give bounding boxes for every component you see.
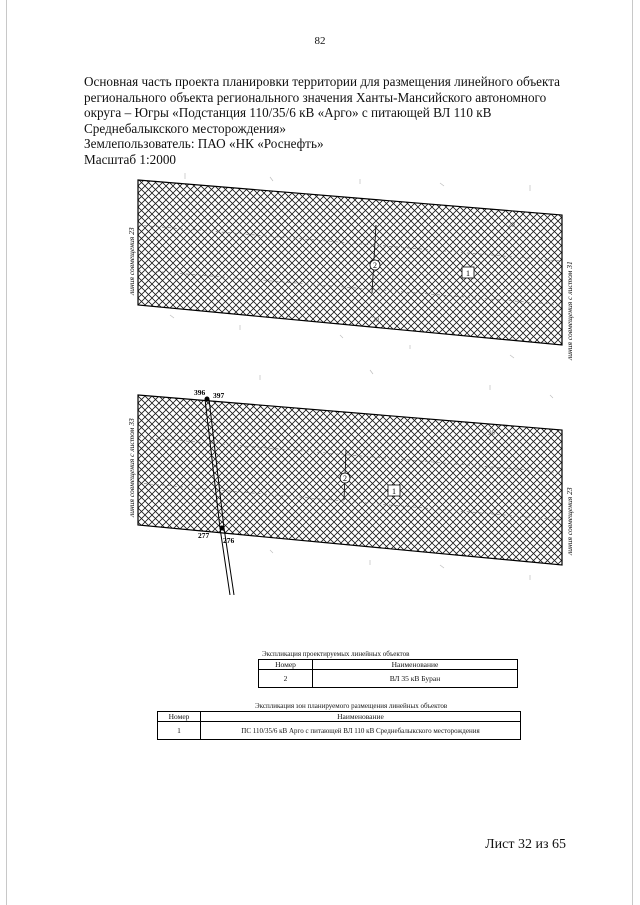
- heading-line: округа – Югры «Подстанция 110/35/6 кВ «Арго» с питающей ВЛ 110 кВ: [84, 105, 492, 121]
- table-header-row: [158, 712, 521, 722]
- match-line-label-right: линия совмещения с листом 31: [565, 261, 574, 360]
- line-marker-label: 2: [343, 474, 347, 483]
- zones-table: [157, 711, 521, 740]
- zone-marker-label: 1: [466, 269, 470, 278]
- lines-table: [258, 659, 518, 688]
- scale-line: Масштаб 1:2000: [84, 151, 177, 167]
- point-277-label: 277: [198, 531, 210, 540]
- faint-label: 20: [508, 221, 515, 229]
- heading-line: регионального объекта регионального значения Ханты-Мансийского автономного: [84, 89, 547, 105]
- point-276-dot: [220, 526, 225, 531]
- table-row: [158, 722, 521, 740]
- table-row: [259, 670, 518, 688]
- point-276-label: 276: [223, 536, 235, 545]
- page-number: 82: [314, 35, 326, 47]
- match-line-label-right: линия совмещения 23: [565, 487, 574, 555]
- right-margin-line: [632, 0, 633, 905]
- faint-label: 20: [488, 429, 495, 437]
- point-397-label: 397: [213, 391, 225, 400]
- cell-name: ПС 110/35/6 кВ Арго с питающей ВЛ 110 кВ Среднебалыкского месторождения: [201, 722, 521, 740]
- line-marker-label: 2: [373, 261, 377, 270]
- header-num: Номер: [259, 660, 313, 670]
- header-name: Наименование: [201, 712, 521, 722]
- cell-num: 1: [158, 722, 201, 740]
- header-num: Номер: [158, 712, 201, 722]
- heading-line: Среднебалыкского месторождения»: [84, 120, 286, 136]
- faint-label: 20: [372, 316, 379, 324]
- heading-line: Основная часть проекта планировки территории для размещения линейного объекта: [84, 74, 561, 89]
- match-line-label-left: линия совмещения с листом 33: [127, 418, 136, 517]
- cell-name: ВЛ 35 кВ Буран: [313, 670, 518, 688]
- document-heading: [84, 74, 564, 168]
- point-396-dot: [205, 397, 210, 402]
- planning-map: [110, 165, 590, 595]
- zones-table-caption: Экспликация зон планируемого размещения линейных объектов: [255, 702, 448, 710]
- table-header-row: [259, 660, 518, 670]
- match-line-label-left: линия совмещения 23: [127, 227, 136, 295]
- zone-lower: [127, 388, 574, 595]
- lines-table-caption: Экспликация проектируемых линейных объектов: [262, 650, 410, 658]
- zone-upper: [127, 180, 574, 361]
- zone-marker-label: 1: [392, 487, 396, 496]
- sheet-counter: Лист 32 из 65: [485, 837, 566, 852]
- cell-num: 2: [259, 670, 313, 688]
- left-margin-line: [6, 0, 7, 905]
- land-user-line: Землепользователь: ПАО «НК «Роснефть»: [84, 136, 324, 152]
- point-396-label: 396: [194, 388, 206, 397]
- header-name: Наименование: [313, 660, 518, 670]
